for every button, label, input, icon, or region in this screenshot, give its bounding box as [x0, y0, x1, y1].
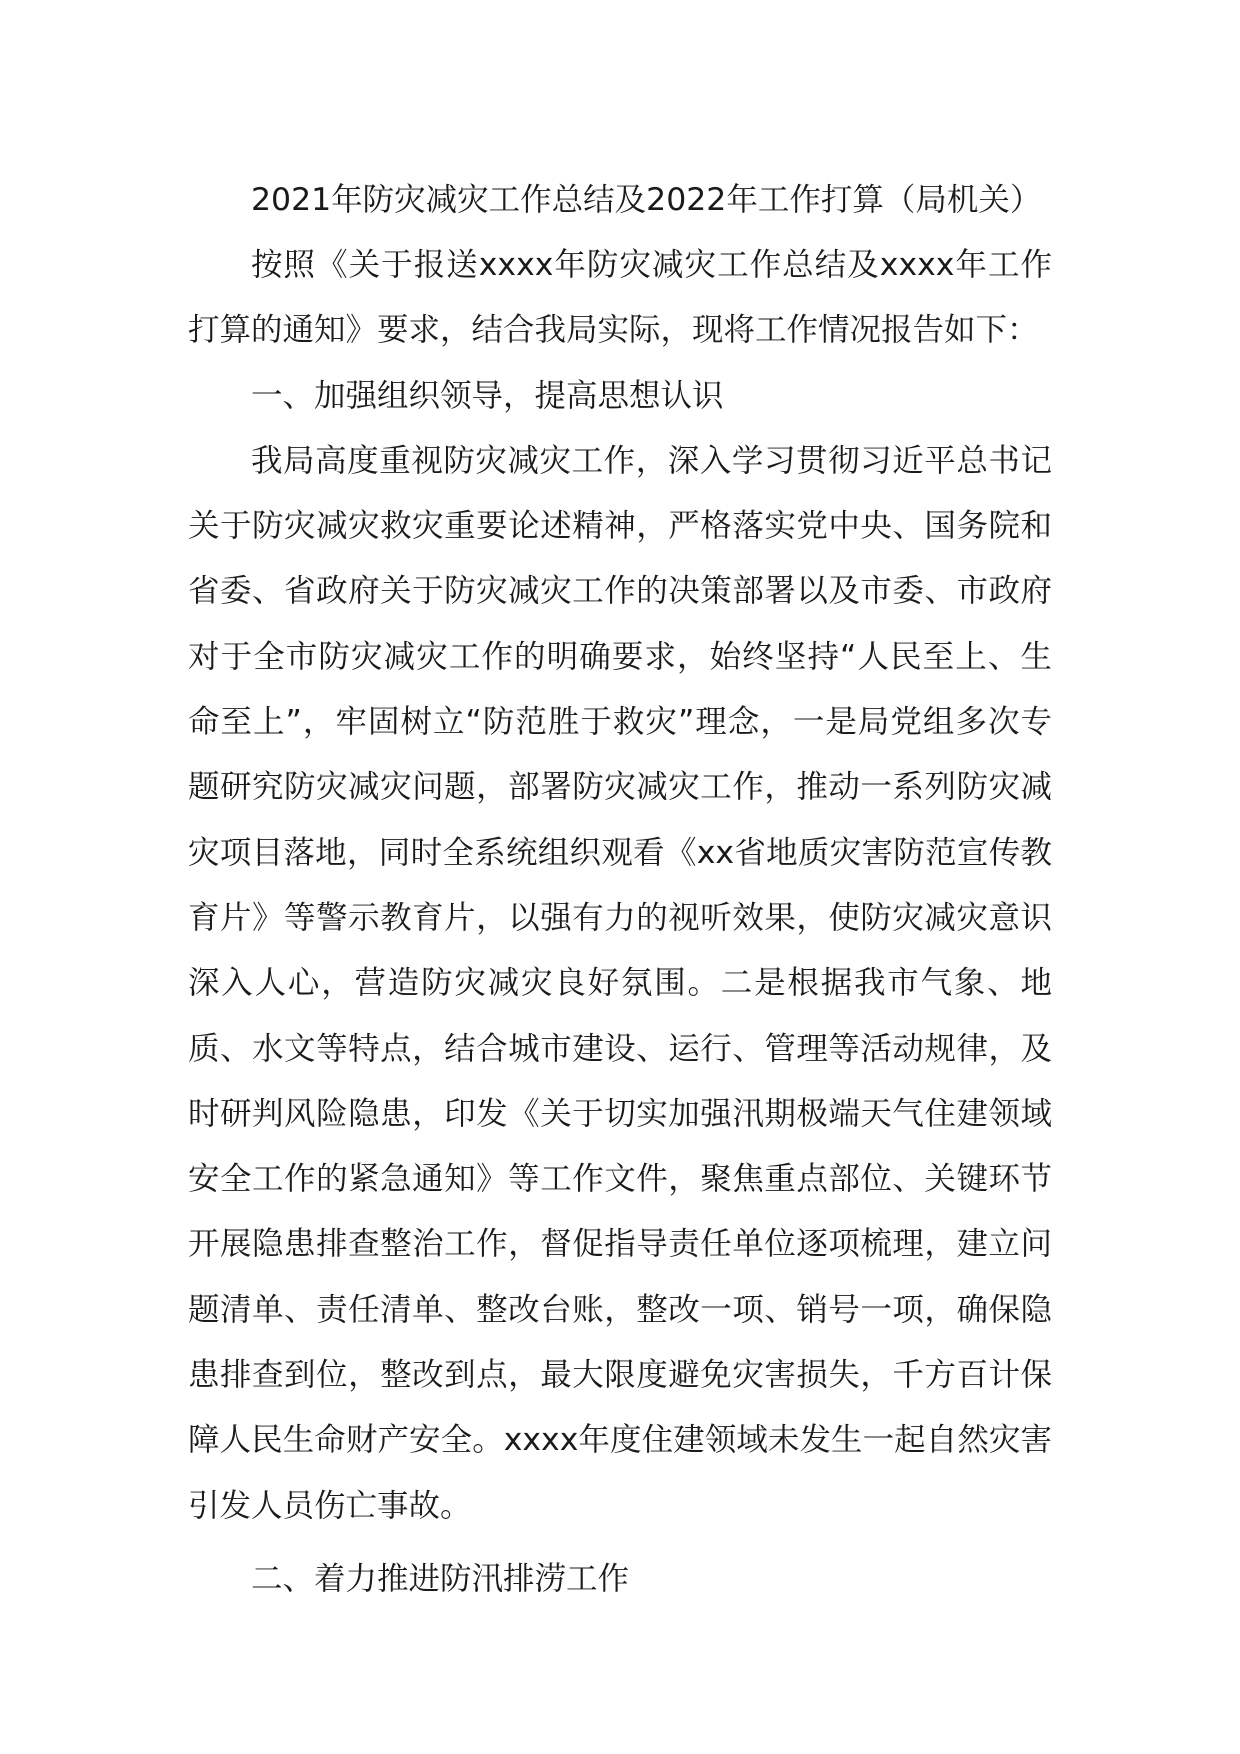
intro-paragraph: 按照《关于报送xxxx年防灾减灾工作总结及xxxx年工作打算的通知》要求，结合我局实际，现将工作情况报告如下：: [188, 247, 1052, 349]
document-title: 2021年防灾减灾工作总结及2022年工作打算（局机关）: [251, 182, 1042, 218]
section-body-1: 我局高度重视防灾减灾工作，深入学习贯彻习近平总书记关于防灾减灾救灾重要论述精神，严格落实党中央、国务院和省委、省政府关于防灾减灾工作的决策部署以及市委、市政府对于全市防灾减灾工作的明确要求，始终坚持“人民至上、生命至上”，牢固树立“防范胜于救灾”理念，一是局党组多次专题研究防灾减灾问题，部署防灾减灾工作，推动一系列防灾减灾项目落地，同时全系统组织观看《xx省地质灾害防范宣传教育片》等警示教育片，以强有力的视听效果，使防灾减灾意识深入人心，营造防灾减灾良好氛围。二是根据我市气象、地质、水文等特点，结合城市建设、运行、管理等活动规律，及时研判风险隐患，印发《关于切实加强汛期极端天气住建领域安全工作的紧急通知》等工作文件，聚焦重点部位、关键环节开展隐患排查整治工作，督促指导责任单位逐项梳理，建立问题清单、责任清单、整改台账，整改一项、销号一项，确保隐患排查到位，整改到点，最大限度避免灾害损失，千方百计保障人民生命财产安全。xxxx年度住建领域未发生一起自然灾害引发人员伤亡事故。: [188, 442, 1052, 1524]
document-content: [188, 168, 1052, 1612]
section-heading-1: 一、加强组织领导，提高思想认识: [251, 377, 724, 414]
section-heading-2: 二、着力推进防汛排涝工作: [251, 1560, 630, 1597]
